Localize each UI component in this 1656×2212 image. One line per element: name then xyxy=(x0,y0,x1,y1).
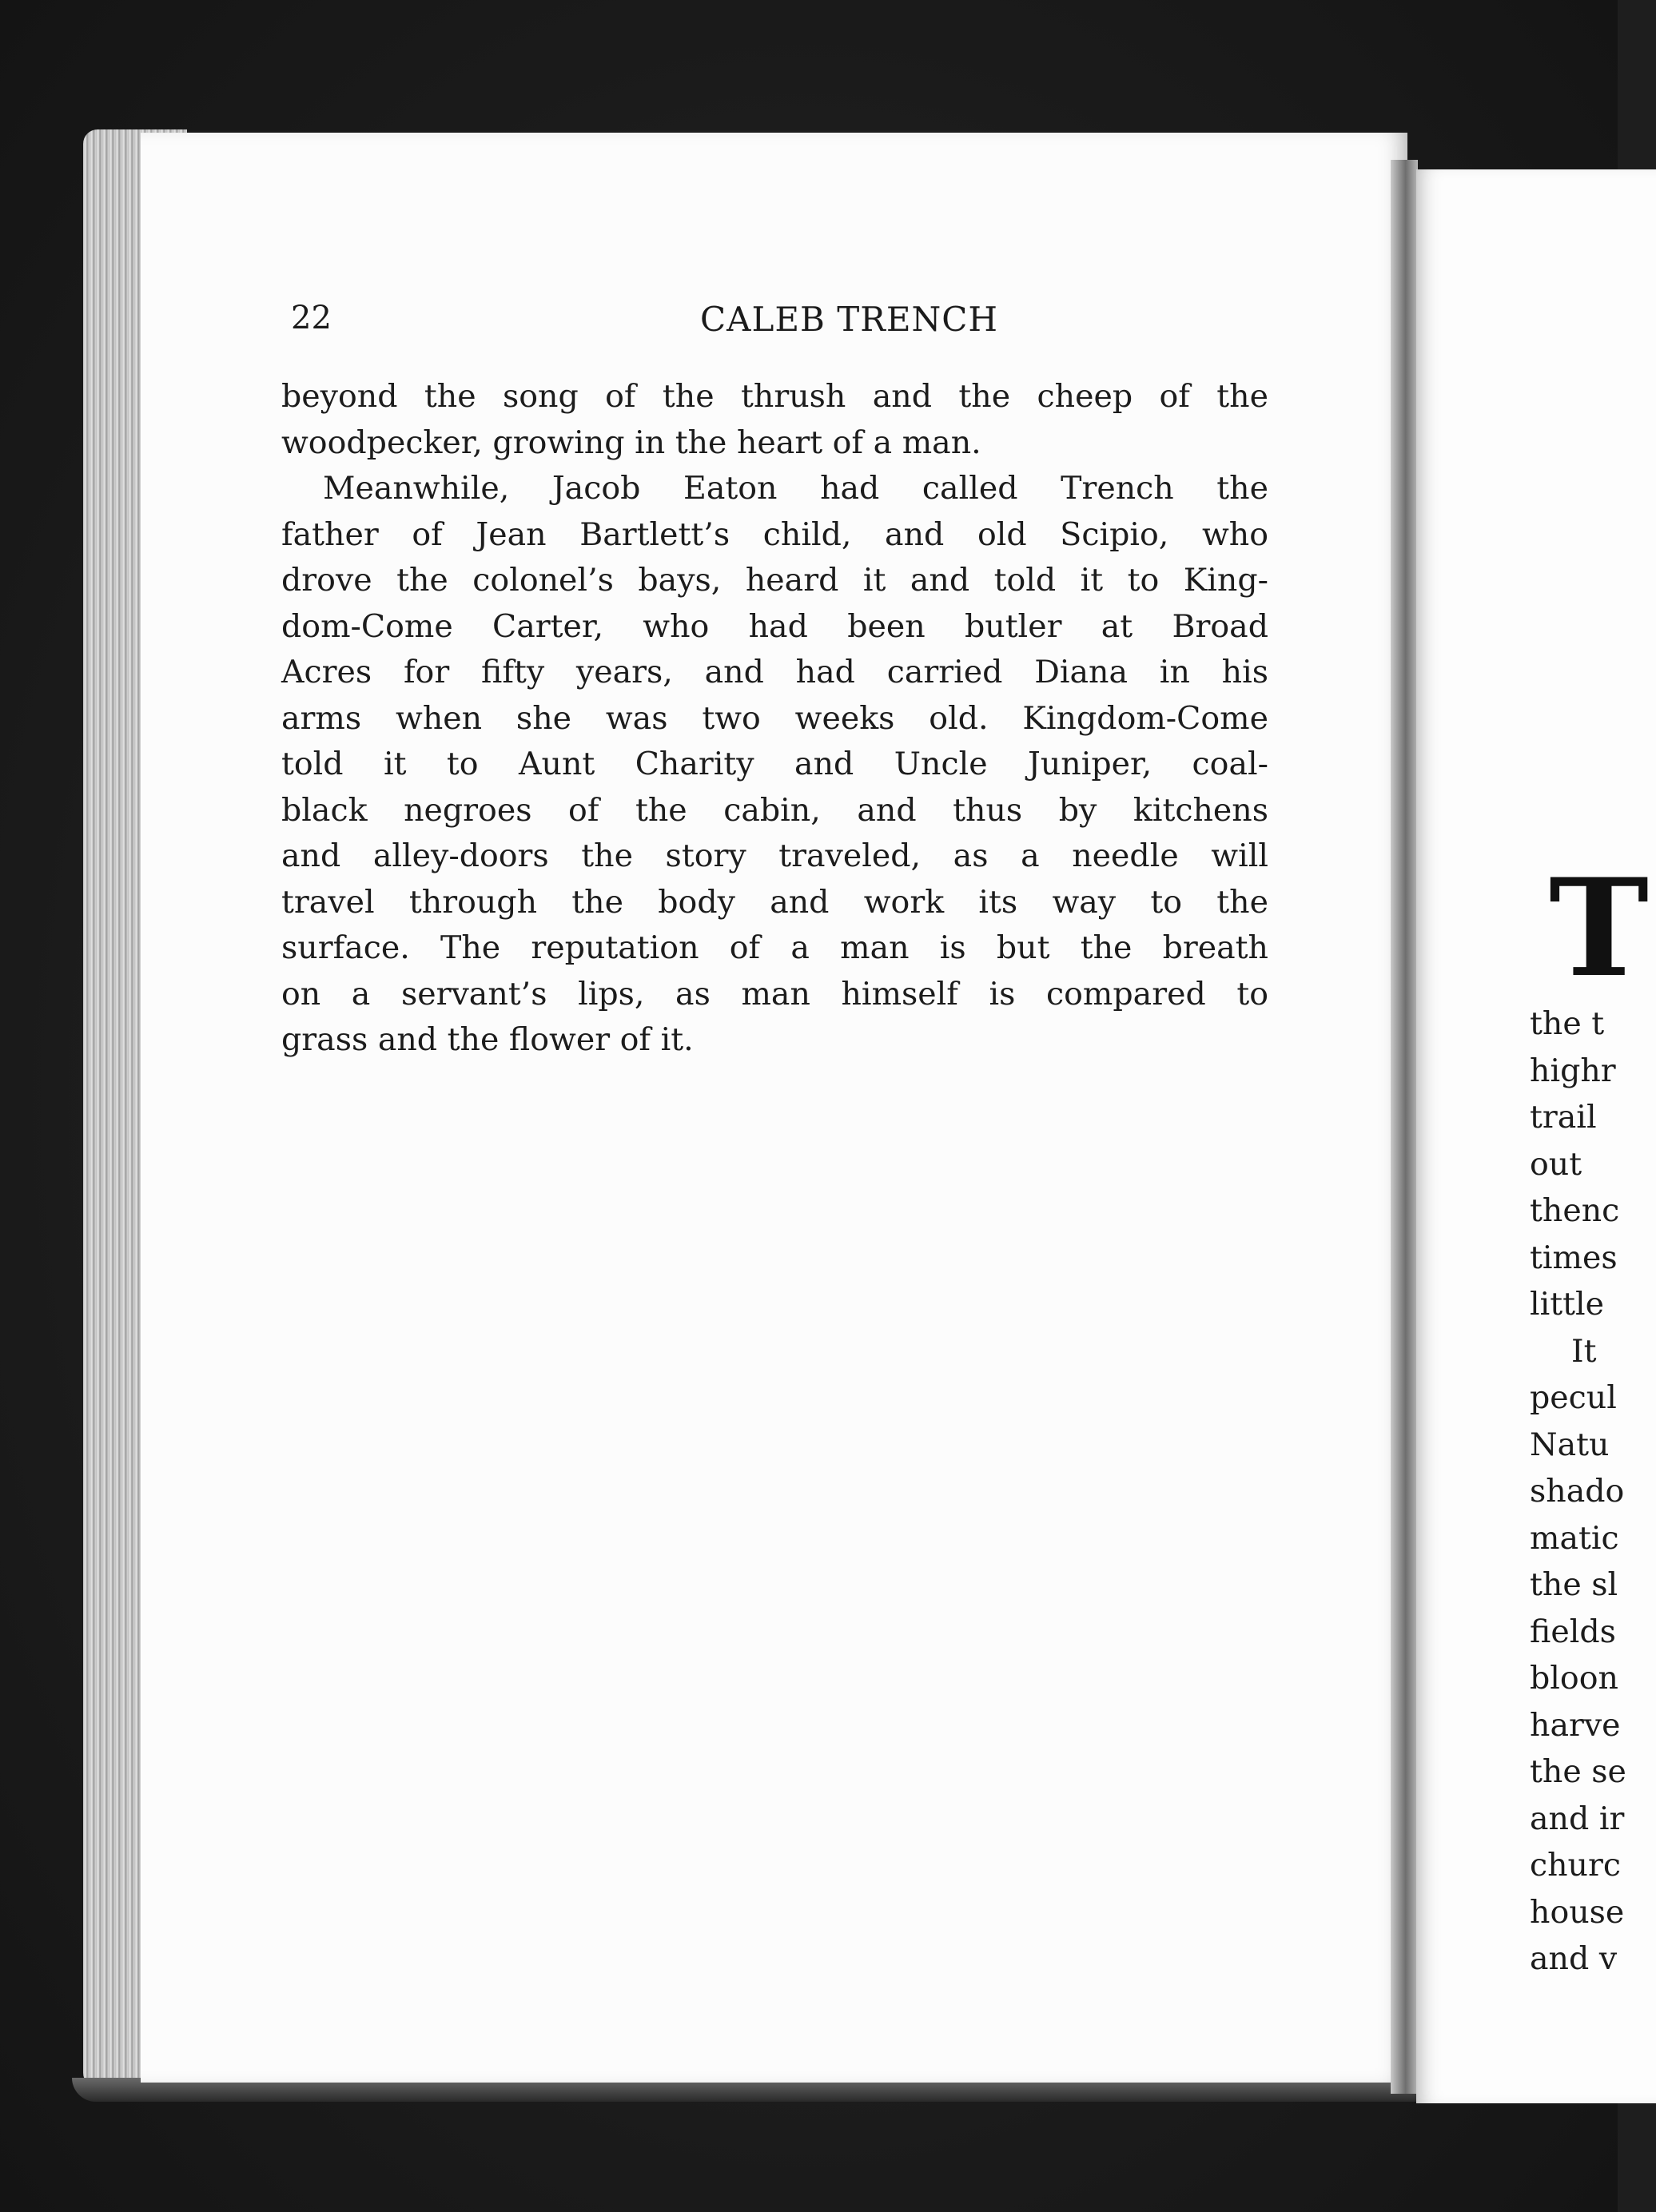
right-line: out xyxy=(1530,1145,1582,1183)
text-line: arms when she was two weeks old. Kingdom-Come xyxy=(281,699,1268,737)
right-page-text xyxy=(1530,1001,1626,1983)
text-line: black negroes of the cabin, and thus by kitchens xyxy=(281,791,1268,829)
text-line: Meanwhile, Jacob Eaton had called Trench the xyxy=(323,470,1268,507)
running-head xyxy=(291,300,1314,348)
right-line: pecul xyxy=(1530,1379,1617,1416)
text-line: drove the colonel’s bays, heard it and told it to King- xyxy=(281,562,1268,599)
text-line: beyond the song of the thrush and the cheep of the xyxy=(281,378,1268,415)
right-line: shado xyxy=(1530,1473,1625,1510)
right-line: Natu xyxy=(1530,1426,1610,1463)
text-line: and alley-doors the story traveled, as a needle will xyxy=(281,837,1268,874)
right-line: It xyxy=(1571,1332,1597,1370)
right-line: harve xyxy=(1530,1706,1621,1744)
text-line: father of Jean Bartlett’s child, and old Scipio, who xyxy=(281,515,1268,553)
right-page xyxy=(1416,169,1656,2103)
right-line: and v xyxy=(1530,1940,1618,1977)
running-title: CALEB TRENCH xyxy=(700,300,999,339)
drop-cap: T xyxy=(1549,849,1650,1007)
right-line: bloon xyxy=(1530,1660,1618,1697)
right-line: churc xyxy=(1530,1847,1622,1884)
right-line: house xyxy=(1530,1893,1625,1931)
right-line: little xyxy=(1530,1286,1605,1323)
right-line: the sl xyxy=(1530,1566,1618,1603)
right-line: thenc xyxy=(1530,1192,1620,1229)
right-line: times xyxy=(1530,1239,1618,1276)
right-line: trail xyxy=(1530,1099,1597,1136)
right-line: highr xyxy=(1530,1052,1616,1089)
page-number: 22 xyxy=(291,300,332,336)
text-line: Acres for fifty years, and had carried Diana in his xyxy=(281,654,1268,690)
text-line: told it to Aunt Charity and Uncle Juniper, coal- xyxy=(281,746,1268,782)
right-line: the se xyxy=(1530,1753,1626,1790)
text-line: travel through the body and work its way to the xyxy=(281,883,1268,921)
right-line: the t xyxy=(1530,1005,1605,1042)
text-line: on a servant’s lips, as man himself is compared to xyxy=(281,975,1268,1013)
right-line: matic xyxy=(1530,1519,1619,1557)
book-gutter xyxy=(1391,160,1418,2094)
right-line: and ir xyxy=(1530,1800,1625,1837)
right-line: fields xyxy=(1530,1613,1616,1650)
text-line: woodpecker, growing in the heart of a man. xyxy=(281,424,981,461)
text-line: surface. The reputation of a man is but the breath xyxy=(281,929,1268,966)
body-text xyxy=(281,374,1268,1064)
text-line: grass and the flower of it. xyxy=(281,1021,694,1058)
text-line: dom-Come Carter, who had been butler at Broad xyxy=(281,607,1268,645)
